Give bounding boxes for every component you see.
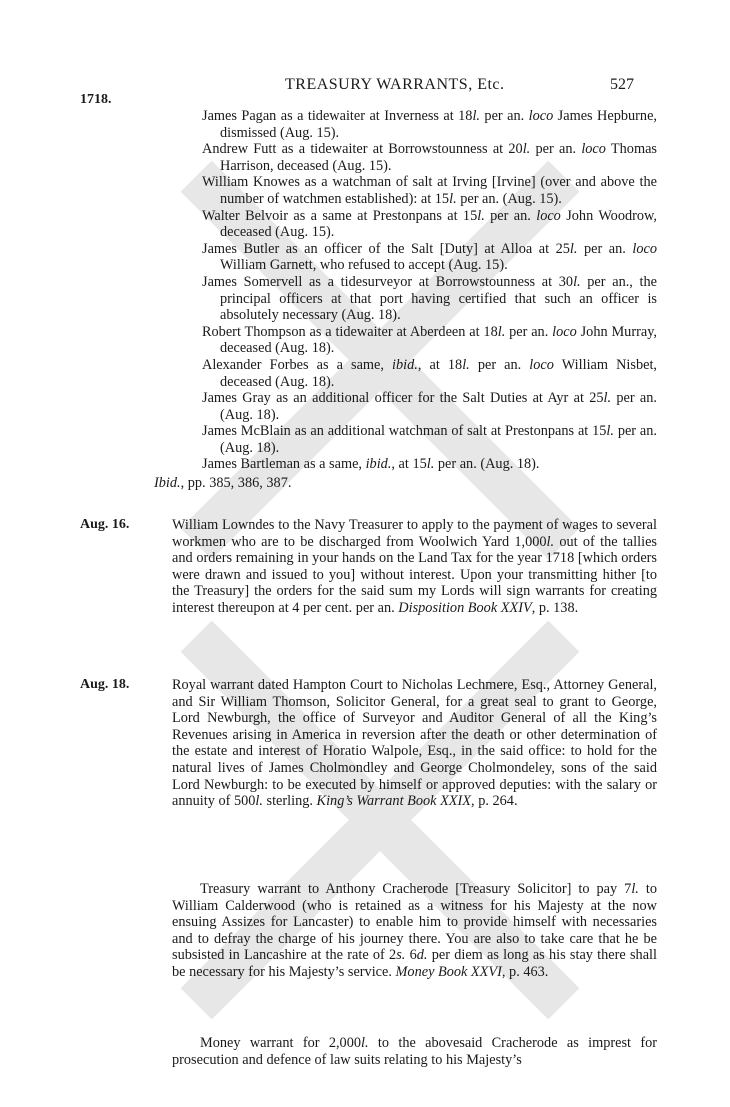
list-item: James Gray as an additional officer for the Salt Duties at Ayr at 25l. per an. (Aug. 18). xyxy=(202,390,657,423)
list-item: William Knowes as a watchman of salt at Irving [Irvine] (over and above the number of watchmen established): at 15l. per an. (Aug. 15). xyxy=(202,174,657,207)
list-item: James McBlain as an additional watchman of salt at Prestonpans at 15l. per an. (Aug. 18). xyxy=(202,423,657,456)
source-reference: Ibid., pp. 385, 386, 387. xyxy=(154,475,292,492)
list-item: Alexander Forbes as a same, ibid., at 18l. per an. loco William Nisbet, deceased (Aug. 18). xyxy=(202,356,657,390)
date-label: Aug. 16. xyxy=(80,517,130,532)
list-item: James Pagan as a tidewaiter at Inverness at 18l. per an. loco James Hepburne, dismissed (Aug. 15). xyxy=(202,108,657,141)
date-label: Aug. 18. xyxy=(80,677,130,692)
paragraph: Royal warrant dated Hampton Court to Nicholas Lechmere, Esq., Attorney General, and Sir William Thomson, Solicitor General, for a great seal to grant to George, Lord Newburgh, the office of Surveyor and Auditor General of all the King’s Revenues arising in America in reversion after the death or other determination of the estate and interest of Horatio Walpole, Esq., in the said office: to hold for the natural lives of James Cholmondley and George Cholmondeley, sons of the said Lord Newburgh: to be executed by himself or approved deputies: with the salary or annuity of 500l. sterling. King’s Warrant Book XXIX, p. 264. xyxy=(172,677,657,810)
list-item: James Somervell as a tidesurveyor at Borrowstounness at 30l. per an., the principal officers at that port having certified that such an officer is absolutely necessary (Aug. 18). xyxy=(202,273,658,324)
paragraph: Treasury warrant to Anthony Cracherode [Treasury Solicitor] to pay 7l. to William Calderwood (who is retained as a witness for his Majesty at the now ensuing Assizes for Lancaster) to enable him to provide himself with necessaries and to defray the charge of his journey there. You are also to take care that he be subsisted in Lancashire at the rate of 2s. 6d. per diem as long as his stay there shall be necessary for his Majesty’s service. Money Book XXVI, p. 463. xyxy=(172,881,657,980)
page-number: 527 xyxy=(610,76,634,93)
running-title: TREASURY WARRANTS, Etc. xyxy=(285,76,505,93)
list-item: Andrew Futt as a tidewaiter at Borrowstounness at 20l. per an. loco Thomas Harrison, deceased (Aug. 15). xyxy=(202,141,657,174)
list-item: Walter Belvoir as a same at Prestonpans at 15l. per an. loco John Woodrow, deceased (Aug. 15). xyxy=(202,207,658,241)
paragraph: William Lowndes to the Navy Treasurer to apply to the payment of wages to several workmen who are to be discharged from Woolwich Yard 1,000l. out of the tallies and orders remaining in your hands on the Land Tax for the year 1718 [which orders were drawn and issued to you] without interest. Upon your transmitting hither [to the Treasury] the orders for the said sum my Lords will sign warrants for creating interest thereupon at 4 per cent. per an. Disposition Book XXIV, p. 138. xyxy=(172,517,657,616)
year-label: 1718. xyxy=(80,92,112,107)
list-item: James Butler as an officer of the Salt [Duty] at Alloa at 25l. per an. loco William Garnett, who refused to accept (Aug. 15). xyxy=(202,240,658,274)
paragraph: Money warrant for 2,000l. to the abovesaid Cracherode as imprest for prosecution and defence of law suits relating to his Majesty’s xyxy=(172,1035,658,1068)
list-item: James Bartleman as a same, ibid., at 15l. per an. (Aug. 18). xyxy=(202,456,540,473)
appointments-list xyxy=(154,108,658,492)
list-item: Robert Thompson as a tidewaiter at Aberdeen at 18l. per an. loco John Murray, deceased (Aug. 18). xyxy=(202,323,657,357)
